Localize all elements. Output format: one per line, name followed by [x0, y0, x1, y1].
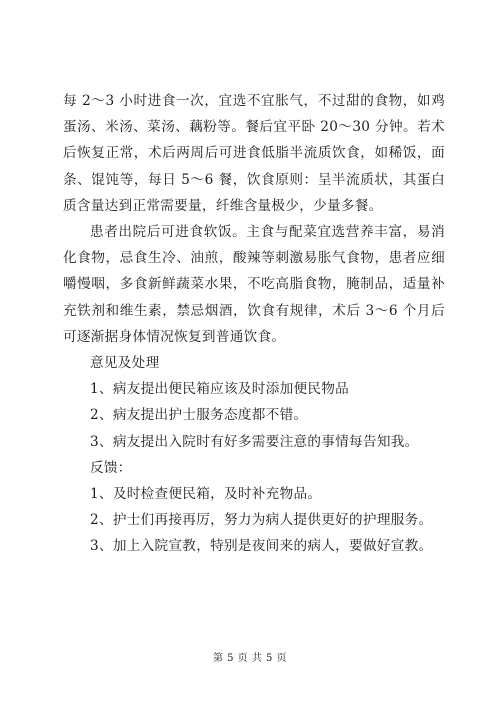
feedback-item-2: 2、护士们再接再厉，努力为病人提供更好的护理服务。 — [90, 512, 433, 529]
opinion-item-1: 1、病友提出便民箱应该及时添加便民物品 — [90, 381, 350, 398]
feedback-item-1: 1、及时检查便民箱，及时补充物品。 — [90, 486, 322, 503]
opinion-item-2: 2、病友提出护士服务态度都不错。 — [90, 407, 308, 424]
page-number-footer: 第 5 页 共 5 页 — [212, 653, 288, 664]
diet-paragraph-1: 每 2～3 小时进食一次，宜选不宜胀气，不过甜的食物，如鸡蛋汤、米汤、菜汤、藕粉等。餐后宜平卧 20～30 分钟。若术后恢复正常，术后两周后可进食低脂半流质饮食，如稀饭，面条、馄饨等，每日 5～6 餐，饮食原则：呈半流质状，其蛋白质含量达到正常需要量，纤维含量极少，少量多餐。 — [63, 93, 445, 214]
document-body — [63, 88, 445, 560]
feedback-heading: 反馈： — [90, 459, 132, 476]
feedback-item-3: 3、加上入院宣教，特别是夜间来的病人，要做好宣教。 — [90, 538, 433, 555]
opinion-item-3: 3、病友提出入院时有好多需要注意的事情每告知我。 — [90, 433, 419, 450]
diet-paragraph-2: 患者出院后可进食软饭。主食与配菜宜选营养丰富，易消化食物，忌食生冷、油煎，酸辣等刺激易胀气食物，患者应细嚼慢咽，多食新鲜蔬菜水果，不吃高脂食物，腌制品，适量补充铁剂和维生素，禁忌烟酒，饮食有规律，术后 3～6 个月后可逐渐据身体情况恢复到普通饮食。 — [63, 224, 445, 345]
opinions-heading: 意见及处理 — [90, 355, 160, 372]
